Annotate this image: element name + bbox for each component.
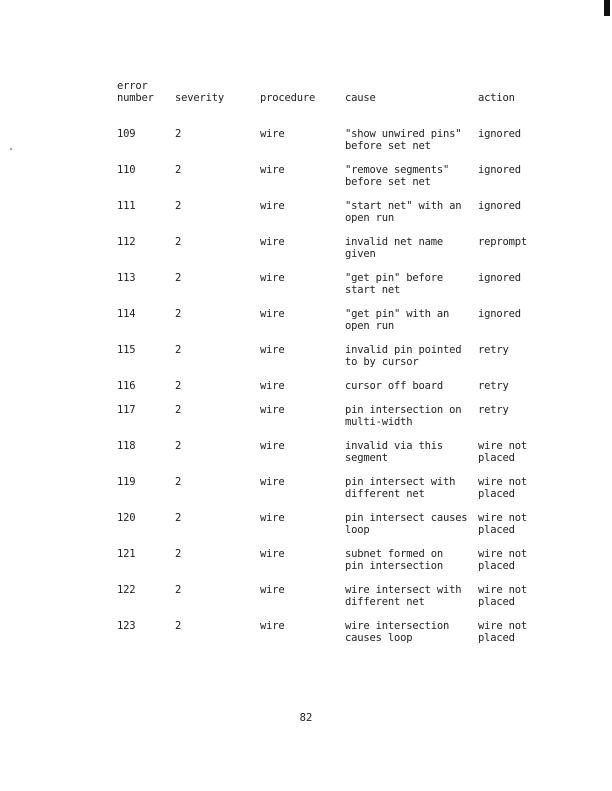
table-row: [117, 476, 558, 512]
error-table: [117, 80, 558, 656]
cell-action: ignored: [478, 272, 521, 284]
cell-procedure: wire: [260, 380, 285, 392]
cell-severity: 2: [175, 548, 182, 560]
header-severity: severity: [175, 92, 224, 104]
table-row: [117, 512, 558, 548]
cell-action: ignored: [478, 308, 521, 320]
page-number: 82: [299, 712, 313, 724]
cell-cause: "remove segments" before set net: [345, 164, 450, 188]
cell-severity: 2: [175, 236, 182, 248]
cell-action: wire not placed: [478, 440, 527, 464]
cell-procedure: wire: [260, 272, 285, 284]
cell-procedure: wire: [260, 404, 285, 416]
header-cause: cause: [345, 92, 376, 104]
cell-action: wire not placed: [478, 548, 527, 572]
cell-error-number: 117: [117, 404, 136, 416]
cell-cause: "show unwired pins" before set net: [345, 128, 462, 152]
cell-procedure: wire: [260, 164, 285, 176]
cell-cause: wire intersect with different net: [345, 584, 462, 608]
cell-error-number: 113: [117, 272, 136, 284]
scan-speck: [10, 148, 12, 150]
cell-error-number: 111: [117, 200, 136, 212]
header-error-number: error number: [117, 80, 154, 104]
cell-cause: "get pin" with an open run: [345, 308, 450, 332]
cell-action: wire not placed: [478, 476, 527, 500]
cell-severity: 2: [175, 380, 182, 392]
table-row: [117, 344, 558, 380]
cell-error-number: 120: [117, 512, 136, 524]
cell-error-number: 123: [117, 620, 136, 632]
cell-action: wire not placed: [478, 620, 527, 644]
cell-procedure: wire: [260, 344, 285, 356]
cell-error-number: 122: [117, 584, 136, 596]
cell-procedure: wire: [260, 128, 285, 140]
cell-error-number: 109: [117, 128, 136, 140]
cell-severity: 2: [175, 200, 182, 212]
cell-severity: 2: [175, 512, 182, 524]
table-header-row: [117, 80, 558, 128]
cell-severity: 2: [175, 584, 182, 596]
table-row: [117, 620, 558, 656]
scan-corner-mark: [604, 0, 610, 16]
cell-error-number: 114: [117, 308, 136, 320]
cell-action: wire not placed: [478, 584, 527, 608]
table-body: [117, 128, 558, 656]
cell-cause: "get pin" before start net: [345, 272, 443, 296]
cell-cause: subnet formed on pin intersection: [345, 548, 443, 572]
cell-severity: 2: [175, 272, 182, 284]
cell-action: retry: [478, 404, 509, 416]
cell-error-number: 110: [117, 164, 136, 176]
header-action: action: [478, 92, 515, 104]
cell-error-number: 116: [117, 380, 136, 392]
cell-procedure: wire: [260, 308, 285, 320]
cell-error-number: 119: [117, 476, 136, 488]
cell-severity: 2: [175, 440, 182, 452]
table-row: [117, 404, 558, 440]
table-row: [117, 128, 558, 164]
cell-procedure: wire: [260, 548, 285, 560]
cell-error-number: 118: [117, 440, 136, 452]
cell-cause: wire intersection causes loop: [345, 620, 450, 644]
table-row: [117, 440, 558, 476]
cell-cause: pin intersection on multi-width: [345, 404, 462, 428]
cell-error-number: 112: [117, 236, 136, 248]
table-row: [117, 380, 558, 404]
table-row: [117, 164, 558, 200]
cell-severity: 2: [175, 476, 182, 488]
cell-procedure: wire: [260, 476, 285, 488]
cell-procedure: wire: [260, 440, 285, 452]
cell-procedure: wire: [260, 512, 285, 524]
cell-procedure: wire: [260, 200, 285, 212]
cell-action: reprompt: [478, 236, 527, 248]
header-procedure: procedure: [260, 92, 316, 104]
cell-cause: pin intersect with different net: [345, 476, 456, 500]
cell-severity: 2: [175, 164, 182, 176]
cell-severity: 2: [175, 308, 182, 320]
cell-cause: cursor off board: [345, 380, 443, 392]
cell-severity: 2: [175, 344, 182, 356]
cell-severity: 2: [175, 404, 182, 416]
table-row: [117, 236, 558, 272]
cell-cause: invalid via this segment: [345, 440, 443, 464]
cell-action: ignored: [478, 200, 521, 212]
cell-cause: invalid pin pointed to by cursor: [345, 344, 462, 368]
cell-action: ignored: [478, 128, 521, 140]
cell-action: ignored: [478, 164, 521, 176]
table-row: [117, 272, 558, 308]
table-row: [117, 548, 558, 584]
cell-action: retry: [478, 380, 509, 392]
cell-cause: pin intersect causes loop: [345, 512, 468, 536]
cell-procedure: wire: [260, 584, 285, 596]
cell-severity: 2: [175, 128, 182, 140]
cell-procedure: wire: [260, 620, 285, 632]
cell-error-number: 121: [117, 548, 136, 560]
cell-error-number: 115: [117, 344, 136, 356]
table-row: [117, 308, 558, 344]
cell-cause: "start net" with an open run: [345, 200, 462, 224]
table-row: [117, 200, 558, 236]
table-row: [117, 584, 558, 620]
cell-action: wire not placed: [478, 512, 527, 536]
cell-cause: invalid net name given: [345, 236, 443, 260]
cell-action: retry: [478, 344, 509, 356]
cell-severity: 2: [175, 620, 182, 632]
cell-procedure: wire: [260, 236, 285, 248]
